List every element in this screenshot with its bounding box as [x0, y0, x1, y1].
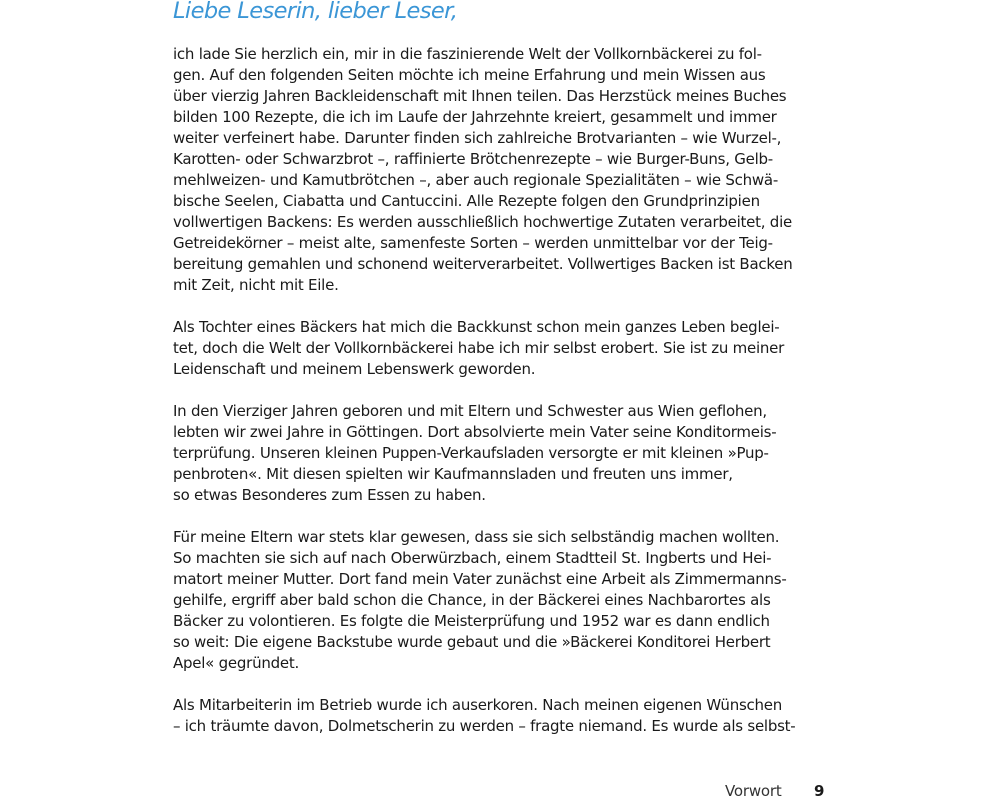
paragraph	[173, 527, 833, 674]
text-line: Apel« gegründet.	[173, 654, 299, 672]
paragraph	[173, 44, 833, 296]
text-line: so etwas Besonderes zum Essen zu haben.	[173, 486, 486, 504]
paragraph	[173, 695, 833, 737]
body-text	[173, 44, 833, 758]
text-line: über vierzig Jahren Backleidenschaft mit Ihnen teilen. Das Herzstück meines Buches	[173, 87, 787, 105]
page-number: 9	[814, 782, 825, 800]
text-line: bische Seelen, Ciabatta und Cantuccini. Alle Rezepte folgen den Grundprinzipien	[173, 192, 760, 210]
section-label: Vorwort	[725, 782, 782, 800]
text-line: So machten sie sich auf nach Oberwürzbach, einem Stadtteil St. Ingberts und Hei-	[173, 549, 772, 567]
text-line: terprüfung. Unseren kleinen Puppen-Verkaufsladen versorgte er mit kleinen »Pup-	[173, 444, 769, 462]
text-line: tet, doch die Welt der Vollkornbäckerei habe ich mir selbst erobert. Sie ist zu meiner	[173, 339, 785, 357]
text-line: matort meiner Mutter. Dort fand mein Vater zunächst eine Arbeit als Zimmermanns-	[173, 570, 787, 588]
text-line: Bäcker zu volontieren. Es folgte die Meisterprüfung und 1952 war es dann endlich	[173, 612, 770, 630]
text-line: Für meine Eltern war stets klar gewesen, dass sie sich selbständig machen wollten.	[173, 528, 780, 546]
text-line: Als Mitarbeiterin im Betrieb wurde ich auserkoren. Nach meinen eigenen Wünschen	[173, 696, 783, 714]
paragraph	[173, 317, 833, 380]
text-line: – ich träumte davon, Dolmetscherin zu werden – fragte niemand. Es wurde als selbst-	[173, 717, 796, 735]
text-line: Als Tochter eines Bäckers hat mich die Backkunst schon mein ganzes Leben beglei-	[173, 318, 780, 336]
text-line: penbroten«. Mit diesen spielten wir Kaufmannsladen und freuten uns immer,	[173, 465, 733, 483]
text-line: Karotten- oder Schwarzbrot –, raffinierte Brötchenrezepte – wie Burger-Buns, Gelb-	[173, 150, 773, 168]
paragraph	[173, 401, 833, 506]
page-heading: Liebe Leserin, lieber Leser,	[173, 0, 458, 24]
text-line: bilden 100 Rezepte, die ich im Laufe der Jahrzehnte kreiert, gesammelt und immer	[173, 108, 777, 126]
text-line: lebten wir zwei Jahre in Göttingen. Dort absolvierte mein Vater seine Konditormeis-	[173, 423, 777, 441]
text-line: bereitung gemahlen und schonend weiterverarbeitet. Vollwertiges Backen ist Backen	[173, 255, 793, 273]
text-line: Leidenschaft und meinem Lebenswerk geworden.	[173, 360, 536, 378]
text-line: so weit: Die eigene Backstube wurde gebaut und die »Bäckerei Konditorei Herbert	[173, 633, 771, 651]
text-line: weiter verfeinert habe. Darunter finden sich zahlreiche Brotvarianten – wie Wurzel-,	[173, 129, 782, 147]
page-footer	[0, 782, 1000, 804]
text-line: gen. Auf den folgenden Seiten möchte ich meine Erfahrung und mein Wissen aus	[173, 66, 766, 84]
text-line: gehilfe, ergriff aber bald schon die Chance, in der Bäckerei eines Nachbarortes als	[173, 591, 771, 609]
text-line: mit Zeit, nicht mit Eile.	[173, 276, 339, 294]
text-line: In den Vierziger Jahren geboren und mit Eltern und Schwester aus Wien geflohen,	[173, 402, 767, 420]
text-line: ich lade Sie herzlich ein, mir in die faszinierende Welt der Vollkornbäckerei zu fol-	[173, 45, 762, 63]
text-line: Getreidekörner – meist alte, samenfeste Sorten – werden unmittelbar vor der Teig-	[173, 234, 773, 252]
text-line: mehlweizen- und Kamutbrötchen –, aber auch regionale Spezialitäten – wie Schwä-	[173, 171, 779, 189]
text-line: vollwertigen Backens: Es werden ausschließlich hochwertige Zutaten verarbeitet, die	[173, 213, 792, 231]
